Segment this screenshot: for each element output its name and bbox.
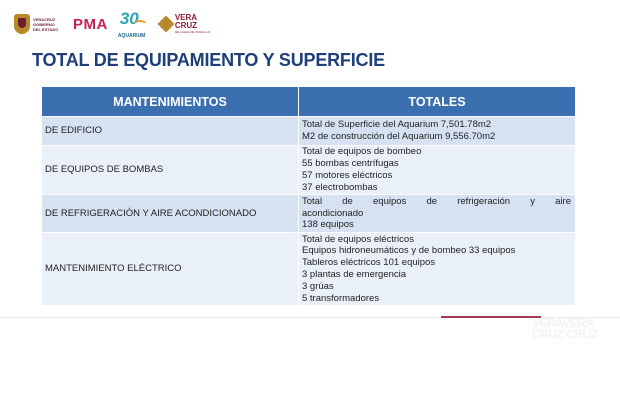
column-header: MANTENIMIENTOS xyxy=(42,87,299,117)
pma-logo: PMA xyxy=(73,15,108,33)
logo-text: VERA xyxy=(174,13,198,22)
page-title: TOTAL DE EQUIPAMIENTO Y SUPERFICIE xyxy=(32,50,385,70)
row-label: MANTENIMIENTO ELÉCTRICO xyxy=(42,233,299,306)
value-line: M2 de construcción del Aquarium 9,556.70m2 xyxy=(302,131,496,142)
value-line: Tableros eléctricos 101 equipos xyxy=(302,257,436,269)
logo-text: VERACRUZ xyxy=(33,16,56,22)
row-label: DE REFRIGERACIÓN Y AIRE ACONDICIONADO xyxy=(42,195,299,233)
table-row xyxy=(42,146,576,195)
aquarium-30-logo xyxy=(118,9,150,39)
star-icon xyxy=(157,16,174,33)
row-value xyxy=(299,195,576,233)
row-label: DE EDIFICIO xyxy=(42,117,299,146)
value-line: 37 electrobombas xyxy=(302,181,378,193)
equipment-table xyxy=(41,86,576,306)
logo-text: CRUZ xyxy=(174,21,198,30)
value-line: 55 bombas centrífugas xyxy=(302,158,399,170)
value-line: Total de equipos de bombeo xyxy=(302,146,422,158)
wave-icon xyxy=(132,20,148,32)
veracruz-government-logo xyxy=(14,14,63,34)
logo-text: ME LLENA DE ORGULLO xyxy=(174,30,211,34)
row-value xyxy=(299,117,576,146)
value-line: 3 plantas de emergencia xyxy=(302,269,407,280)
row-value xyxy=(299,146,576,195)
row-value xyxy=(299,233,576,306)
table-row xyxy=(42,195,576,233)
vera-cruz-logo xyxy=(160,14,210,34)
value-line: acondicionado xyxy=(302,207,364,219)
footer-accent-line xyxy=(441,316,541,318)
table-row xyxy=(42,233,576,306)
logo-text: DEL ESTADO xyxy=(33,26,59,32)
value-line: Total de equipos de refrigeración y aire xyxy=(302,195,571,207)
value-line: Total de equipos eléctricos xyxy=(302,233,414,245)
logo-text: GOBIERNO xyxy=(33,21,55,27)
header-logos xyxy=(14,8,210,40)
watermark: VERAVERA CRUZ CRUZ xyxy=(532,318,598,341)
table-row xyxy=(42,117,576,146)
column-header: TOTALES xyxy=(299,87,576,117)
value-line: 138 equipos xyxy=(302,219,354,231)
logo-number: 30 xyxy=(119,9,139,28)
logo-text: AQUARIUM xyxy=(117,33,146,39)
value-line: 57 motores eléctricos xyxy=(302,170,393,181)
row-label: DE EQUIPOS DE BOMBAS xyxy=(42,146,299,195)
table-header-row xyxy=(42,87,576,117)
value-line: Total de Superficie del Aquarium 7,501.78m2 xyxy=(302,119,492,131)
value-line: Equipos hidroneumáticos y de bombeo 33 equipos xyxy=(302,245,516,257)
value-line: 3 grúas xyxy=(302,280,334,292)
value-line: 5 transformadores xyxy=(302,292,380,304)
coat-of-arms-icon xyxy=(14,14,30,34)
